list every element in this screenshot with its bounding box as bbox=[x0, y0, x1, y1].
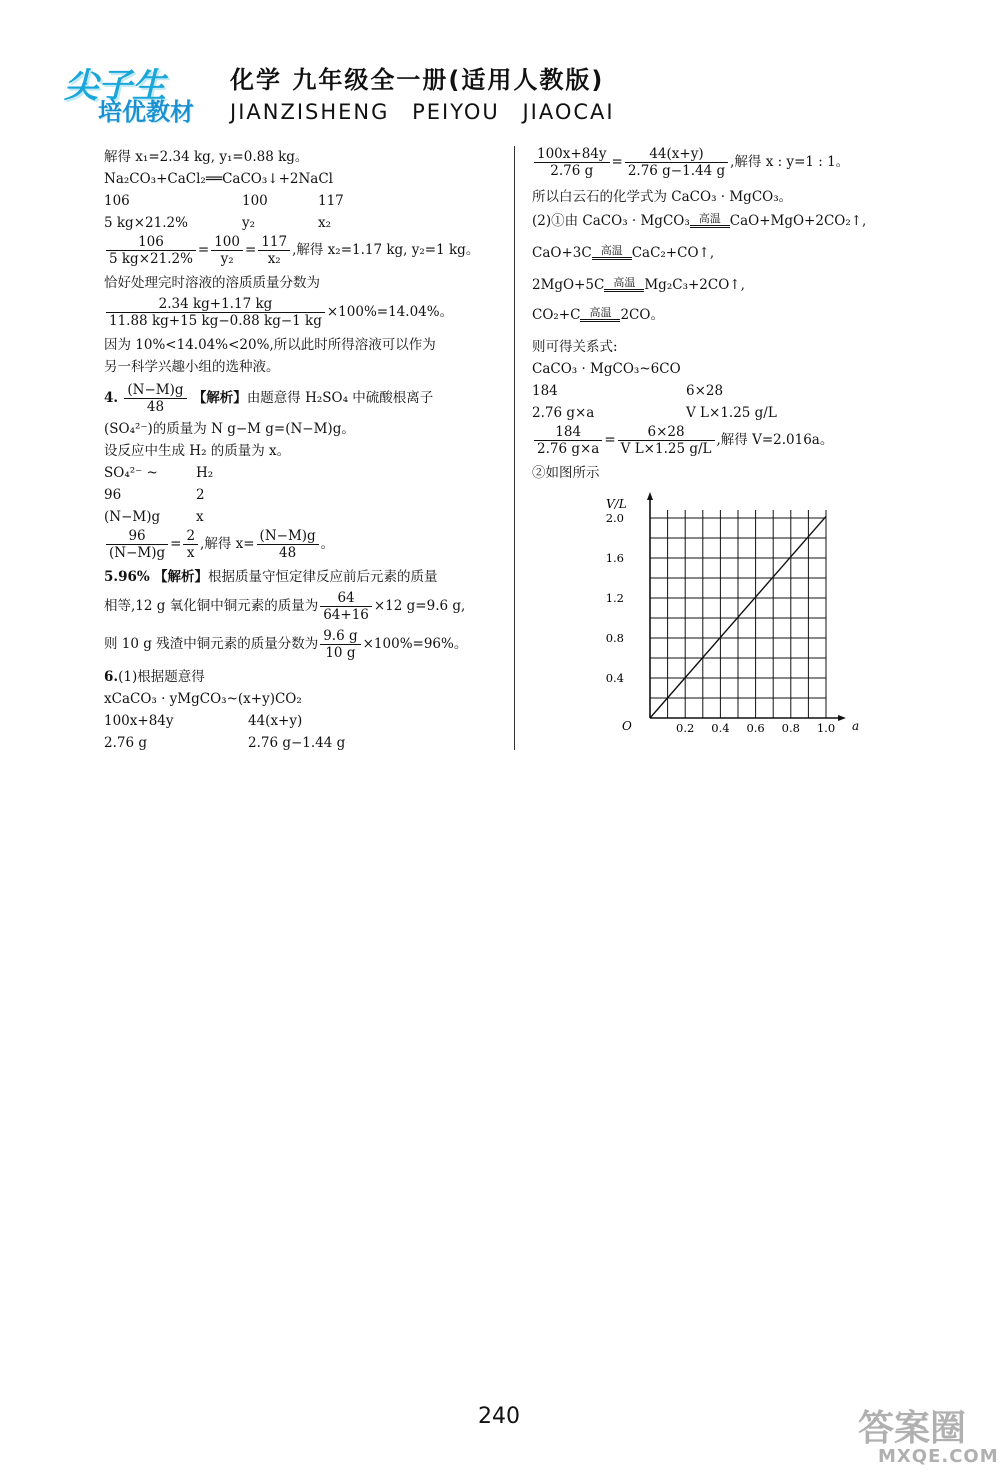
y-axis-arrow bbox=[647, 492, 653, 500]
text-line: CaCO₃ · MgCO₃~6CO bbox=[532, 361, 681, 377]
text-line: 则可得关系式: bbox=[532, 339, 618, 355]
fraction: $\frac{106}{5 kg\times 21.2\%}$ bbox=[106, 234, 196, 267]
fraction: $\frac{184}{2.76 g\times a}$ bbox=[534, 424, 602, 457]
question-6: 6.(1)根据题意得 bbox=[104, 669, 205, 685]
text-line: 2.76 g bbox=[104, 735, 147, 751]
formula-line: $\frac{100x+84y}{2.76 g}$ = $\frac{44(x+y)}{2.76 g-1.44 g}$ ,解得 x : y=1 : 1。 bbox=[532, 146, 849, 179]
equation: (2)①由 CaCO₃ · MgCO₃ 高温 CaO+MgO+2CO₂↑, bbox=[532, 212, 867, 229]
formula-line: 相等,12 g 氧化铜中铜元素的质量为 $\frac{64}{64+16}$ ×12 g=9.6 g, bbox=[104, 590, 466, 623]
page-number: 240 bbox=[478, 1404, 520, 1429]
equation: Na₂CO₃+CaCl₂══CaCO₃↓+2NaCl bbox=[104, 171, 333, 187]
formula-line: $\frac{2.34 kg+1.17 kg}{11.88 kg+15 kg-0.88 kg-1 kg}$ ×100%=14.04%。 bbox=[104, 296, 453, 329]
equation: CO₂+C 高温 2CO。 bbox=[532, 306, 664, 323]
text-line: 恰好处理完时溶液的溶质质量分数为 bbox=[104, 275, 320, 291]
text-line: SO₄²⁻ ~ bbox=[104, 465, 158, 481]
y-tick-label: 2.0 bbox=[605, 511, 624, 525]
question-5: 5.96% 【解析】根据质量守恒定律反应前后元素的质量 bbox=[104, 569, 438, 585]
x-tick-label: 1.0 bbox=[816, 721, 836, 735]
condition-arrow: 高温 bbox=[604, 277, 644, 294]
y-tick-label: 1.2 bbox=[605, 591, 624, 605]
text-line: 另一科学兴趣小组的选种液。 bbox=[104, 359, 280, 375]
fraction: $\frac{(N-M)g}{48}$ bbox=[124, 382, 186, 415]
text-line: 5 kg×21.2% bbox=[104, 215, 188, 231]
x-tick-label: 0.2 bbox=[676, 721, 695, 735]
formula-line: $\frac{106}{5 kg\times 21.2\%}$ = $\frac{100}{\text{y₂}}$ = $\frac{117}{\text{x₂}}$ ,解得 x₂=1.17 kg, y₂=1 kg。 bbox=[104, 234, 479, 267]
text-line: (SO₄²⁻)的质量为 N g−M g=(N−M)g。 bbox=[104, 421, 355, 437]
fraction: $\frac{(N-M)g}{48}$ bbox=[257, 528, 319, 561]
text-line: (N−M)g bbox=[104, 509, 161, 525]
x-axis-label: a bbox=[852, 719, 860, 733]
watermark: 答案圈 bbox=[858, 1408, 967, 1449]
text-line: 44(x+y) bbox=[248, 713, 303, 729]
text-line: 6×28 bbox=[686, 383, 724, 399]
text-line: V L×1.25 g/L bbox=[686, 405, 777, 421]
logo-line2: 培优教材 bbox=[98, 98, 194, 126]
y-axis-label: V/L bbox=[606, 497, 627, 511]
y-tick-label: 0.8 bbox=[605, 631, 624, 645]
x-tick-label: 0.6 bbox=[746, 721, 765, 735]
text-line: x₂ bbox=[318, 215, 332, 231]
text-line: 184 bbox=[532, 383, 558, 399]
text-line: ②如图所示 bbox=[532, 465, 600, 481]
text-line: x bbox=[196, 509, 204, 525]
text-line: 2.76 g×a bbox=[532, 405, 595, 421]
text-line: 117 bbox=[318, 193, 344, 209]
watermark-url: MXQE.COM bbox=[878, 1446, 999, 1467]
logo-line1: 尖子生 bbox=[64, 66, 166, 106]
fraction: $\frac{2}{x}$ bbox=[183, 528, 198, 561]
fraction: $\frac{44(x+y)}{2.76 g-1.44 g}$ bbox=[625, 146, 728, 179]
fraction: $\frac{2.34 kg+1.17 kg}{11.88 kg+15 kg-0.88 kg-1 kg}$ bbox=[106, 296, 325, 329]
text-line: 100x+84y bbox=[104, 713, 174, 729]
text-line: 96 bbox=[104, 487, 122, 503]
condition-arrow: 高温 bbox=[690, 213, 730, 230]
text-line: 设反应中生成 H₂ 的质量为 x。 bbox=[104, 443, 291, 459]
x-axis-arrow bbox=[838, 715, 846, 721]
text-line: 解得 x₁=2.34 kg, y₁=0.88 kg。 bbox=[104, 149, 309, 165]
x-tick-label: 0.4 bbox=[711, 721, 730, 735]
question-4: 4. $\frac{(N-M)g}{48}$ 【解析】由题意得 H₂SO₄ 中硫酸根离子 bbox=[104, 382, 434, 415]
equation: 2MgO+5C 高温 Mg₂C₃+2CO↑, bbox=[532, 276, 745, 293]
column-divider bbox=[514, 146, 515, 750]
book-subtitle: JIANZISHENG PEIYOU JIAOCAI bbox=[230, 100, 615, 124]
y-tick-label: 0.4 bbox=[605, 671, 624, 685]
book-title: 化学 九年级全一册(适用人教版) bbox=[230, 66, 605, 94]
text-line: 所以白云石的化学式为 CaCO₃ · MgCO₃。 bbox=[532, 189, 793, 205]
origin-label: O bbox=[622, 719, 632, 733]
x-tick-label: 0.8 bbox=[781, 721, 800, 735]
text-line: xCaCO₃ · yMgCO₃~(x+y)CO₂ bbox=[104, 691, 302, 707]
volume-chart bbox=[600, 478, 860, 740]
formula-line: $\frac{96}{(N-M)g}$ = $\frac{2}{x}$ ,解得 x= $\frac{(N-M)g}{48}$ 。 bbox=[104, 528, 334, 561]
condition-arrow: 高温 bbox=[580, 307, 620, 324]
text-line: 106 bbox=[104, 193, 130, 209]
condition-arrow: 高温 bbox=[592, 245, 632, 262]
formula-line: 则 10 g 残渣中铜元素的质量分数为 $\frac{9.6 g}{10 g}$ ×100%=96%。 bbox=[104, 628, 468, 661]
y-tick-label: 1.6 bbox=[605, 551, 624, 565]
text-line: y₂ bbox=[242, 215, 256, 231]
fraction: $\frac{96}{(N-M)g}$ bbox=[106, 528, 168, 561]
text-line: 2.76 g−1.44 g bbox=[248, 735, 346, 751]
formula-line: $\frac{184}{2.76 g\times a}$ = $\frac{6\times 28}{\text{V L×1.25 g/L}}$ ,解得 V=2.016a。 bbox=[532, 424, 833, 457]
text-line: 100 bbox=[242, 193, 268, 209]
text-line: 因为 10%<14.04%<20%,所以此时所得溶液可以作为 bbox=[104, 337, 436, 353]
text-line: H₂ bbox=[196, 465, 214, 481]
text-line: 2 bbox=[196, 487, 205, 503]
equation: CaO+3C 高温 CaC₂+CO↑, bbox=[532, 244, 715, 261]
fraction: $\frac{117}{\text{x₂}}$ bbox=[258, 234, 290, 267]
fraction: $\frac{100x+84y}{2.76 g}$ bbox=[534, 146, 610, 179]
fraction: $\frac{100}{\text{y₂}}$ bbox=[211, 234, 243, 267]
logo bbox=[62, 58, 214, 126]
chart-axes bbox=[606, 492, 859, 733]
fraction: $\frac{9.6 g}{10 g}$ bbox=[320, 628, 360, 661]
fraction: $\frac{64}{64+16}$ bbox=[320, 590, 372, 623]
fraction: $\frac{6\times 28}{\text{V L×1.25 g/L}}$ bbox=[618, 424, 715, 457]
